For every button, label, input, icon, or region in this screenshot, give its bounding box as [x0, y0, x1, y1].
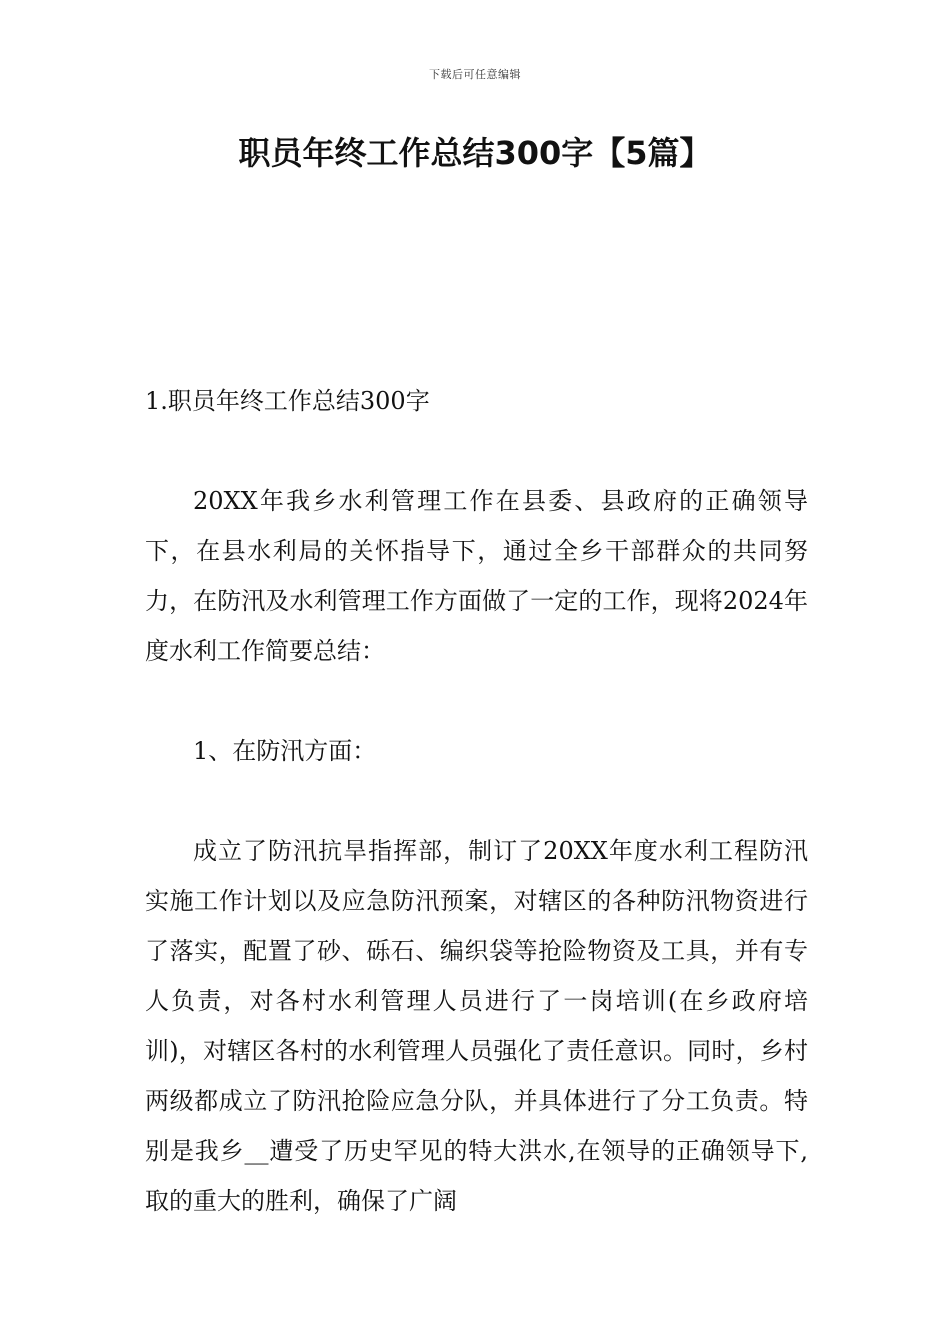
document-title: 职员年终工作总结300字【5篇】 — [238, 134, 712, 172]
section-heading: 1.职员年终工作总结300字 — [145, 387, 430, 415]
paragraph-subheading: 1、在防汛方面： — [193, 737, 377, 765]
paragraph-flood-control: 成立了防汛抗旱指挥部，制订了20XX年度水利工程防汛实施工作计划以及应急防汛预案，对辖区的各种防汛物资进行了落实，配置了砂、砾石、编织袋等抢险物资及工具，并有专人负责，对各村水利管理人员进行了一岗培训(在乡政府培训)，对辖区各村的水利管理人员强化了责任意识。同时，乡村两级都成立了防汛抢险应急分队，并具体进行了分工负责。特别是我乡__遭受了历史罕见的特大洪水,在领导的正确领导下,取的重大的胜利，确保了广阔 — [145, 837, 808, 1215]
header-note: 下载后可任意编辑 — [429, 68, 521, 81]
paragraph-intro: 20XX年我乡水利管理工作在县委、县政府的正确领导下，在县水利局的关怀指导下，通过全乡干部群众的共同努力，在防汛及水利管理工作方面做了一定的工作，现将2024年度水利工作简要总结： — [145, 487, 808, 665]
document-body — [145, 376, 808, 1276]
